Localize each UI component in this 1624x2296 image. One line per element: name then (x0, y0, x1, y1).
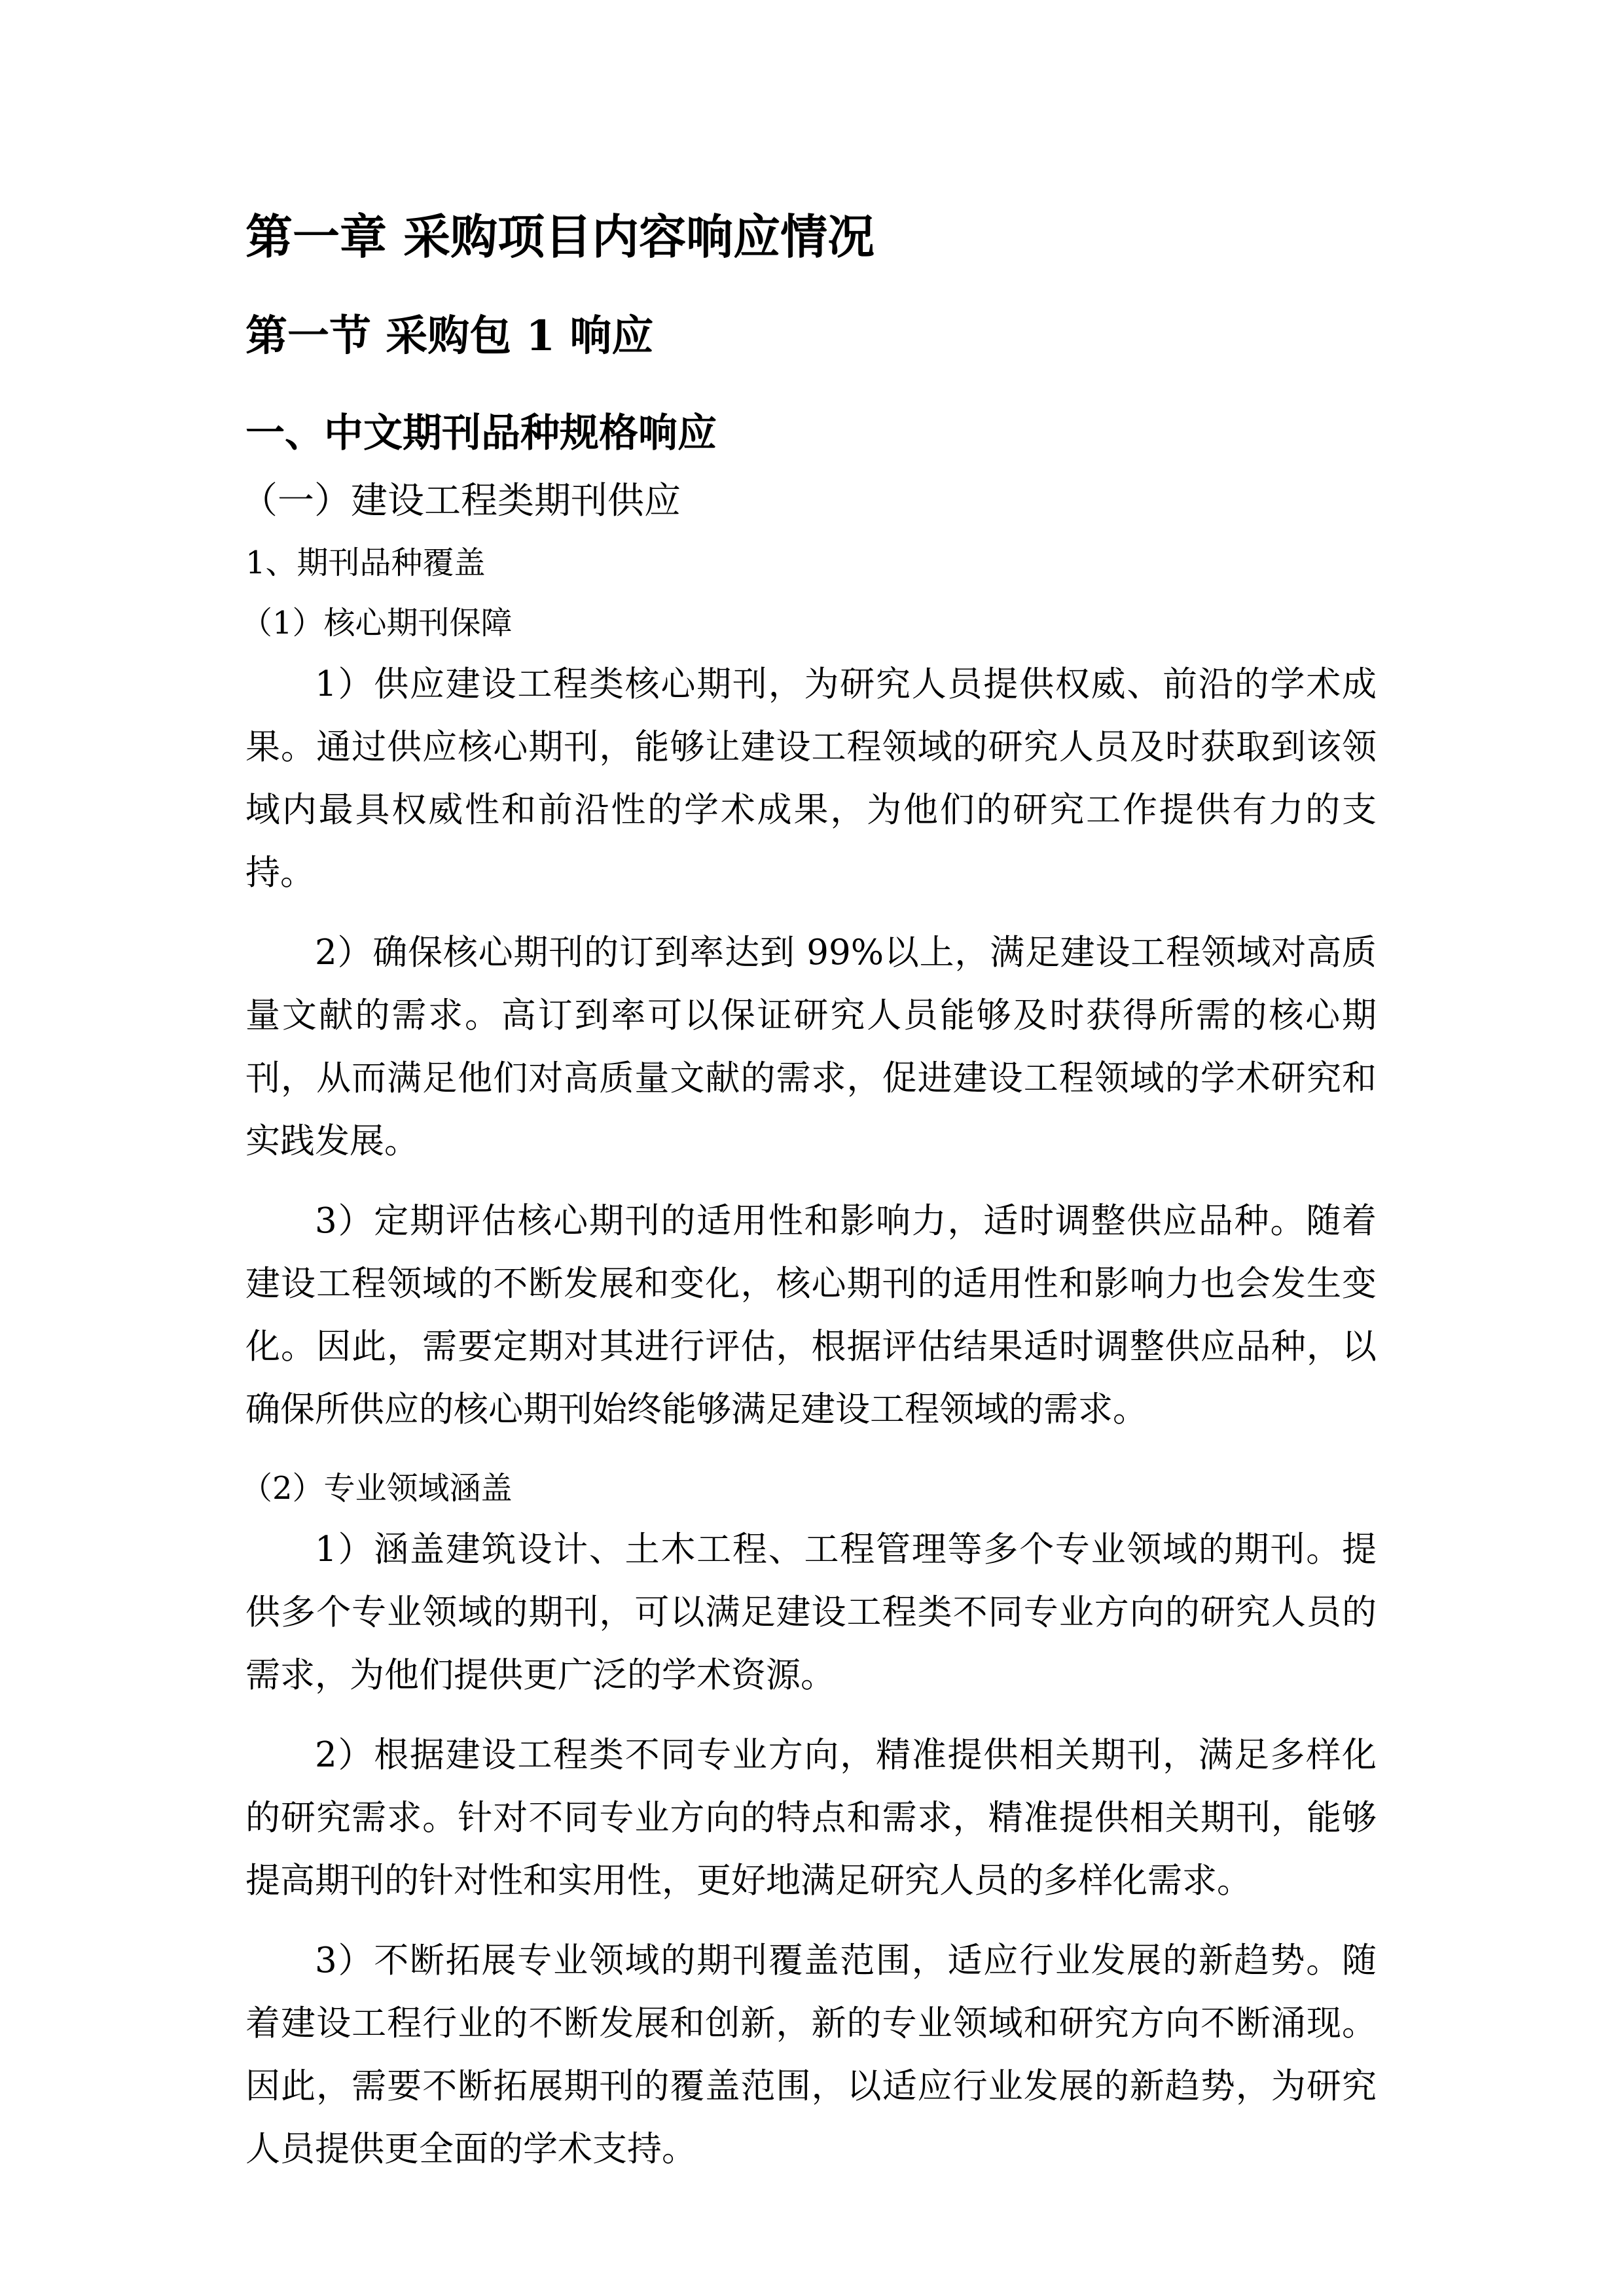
section-title: 第一节 采购包 1 响应 (245, 312, 654, 361)
item-title: 1、期刊品种覆盖 (245, 545, 486, 581)
part-title: （一）建设工程类期刊供应 (241, 480, 681, 522)
group-title-core-journals: （1）核心期刊保障 (241, 605, 513, 641)
chapter-title: 第一章 采购项目内容响应情况 (245, 209, 875, 264)
paragraph: 3）定期评估核心期刊的适用性和影响力，适时调整供应品种。随着建设工程领域的不断发展和变化，核心期刊的适用性和影响力也会发生变化。因此，需要定期对其进行评估，根据评估结果适时调整供应品种，以确保所供应的核心期刊始终能够满足建设工程领域的需求。 (245, 1201, 1377, 1429)
document-page (241, 206, 1377, 2198)
paragraph: 3）不断拓展专业领域的期刊覆盖范围，适应行业发展的新趋势。随着建设工程行业的不断发展和创新，新的专业领域和研究方向不断涌现。因此，需要不断拓展期刊的覆盖范围，以适应行业发展的新趋势，为研究人员提供更全面的学术支持。 (245, 1941, 1377, 2169)
subsection-title: 一、中文期刊品种规格响应 (245, 410, 717, 456)
group-title-professional-fields: （2）专业领域涵盖 (241, 1470, 513, 1507)
paragraph: 2）确保核心期刊的订到率达到 99%以上，满足建设工程领域对高质量文献的需求。高订到率可以保证研究人员能够及时获得所需的核心期刊，从而满足他们对高质量文献的需求，促进建设工程领域的学术研究和实践发展。 (245, 933, 1377, 1161)
paragraph: 2）根据建设工程类不同专业方向，精准提供相关期刊，满足多样化的研究需求。针对不同专业方向的特点和需求，精准提供相关期刊，能够提高期刊的针对性和实用性，更好地满足研究人员的多样化需求。 (245, 1735, 1377, 1901)
paragraph: 1）供应建设工程类核心期刊，为研究人员提供权威、前沿的学术成果。通过供应核心期刊，能够让建设工程领域的研究人员及时获取到该领域内最具权威性和前沿性的学术成果，为他们的研究工作提供有力的支持。 (245, 664, 1377, 893)
paragraph: 1）涵盖建筑设计、土木工程、工程管理等多个专业领域的期刊。提供多个专业领域的期刊，可以满足建设工程类不同专业方向的研究人员的需求，为他们提供更广泛的学术资源。 (245, 1530, 1377, 1695)
